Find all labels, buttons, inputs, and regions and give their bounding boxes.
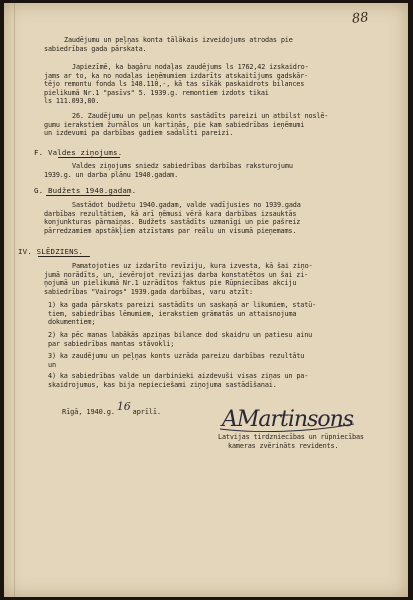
text-line: 4) ka sabiedrības valde un darbinieki aizdevuši visas ziņas un pa- [48, 372, 309, 380]
text-line: 1939.g. un darba plānu 1940.gadam. [44, 170, 179, 179]
signer-block [218, 433, 364, 450]
text-line: skaidrojumus, kas bija nepieciešami ziņojuma sastādīšanai. [48, 380, 277, 389]
text-line: Zaudējumu un peļņas konta tālākais izveidojums atrodas pie [64, 36, 293, 44]
document-page [4, 3, 408, 597]
list-item [48, 372, 308, 389]
list-item [48, 301, 316, 327]
text-line: konjunkturas pārmaiņas. Budžets sastādīts uzmanīgi un pie pašreiz [44, 218, 301, 227]
heading-underline [58, 157, 120, 158]
text-line: darbības rezultātiem, kā arī ņēmusi vērā kara darbības izsauktās [44, 209, 297, 218]
date-day-handwritten: 16 [116, 400, 131, 413]
date-month: aprīlī. [132, 408, 161, 416]
text-line: Latvijas tirdzniecības un rūpniecības [218, 433, 364, 441]
paragraph-1 [44, 36, 293, 53]
heading-underline [38, 256, 90, 257]
text-line: tiem, sabiedrības lēmumiem, ierakstiem grāmatās un attaisnojuma [48, 309, 297, 318]
text-line: un [48, 360, 56, 369]
section-g-heading: G. Budžets 1940.gadam. [34, 186, 137, 195]
date-line [62, 400, 161, 417]
text-line: jams ar to, ka no nodaļas ieņēmumiem izdarīts atskaitījums gadskār- [44, 71, 309, 80]
page-number: 88 [351, 10, 370, 27]
list-item [48, 352, 304, 369]
text-line: 1) ka gada pārskats pareizi sastādīts un saskaņā ar likumiem, statū- [48, 301, 317, 309]
paragraph-5 [44, 201, 301, 235]
paragraph-6 [44, 262, 312, 296]
text-line: Japiezīmē, ka bagāru nodaļas zaudējums ls 1762,42 izskaidro- [72, 63, 309, 71]
text-line: 26. Zaudējumu un peļņas konts sastādīts pareizi un atbilst noslē- [72, 112, 329, 120]
text-line: 2) ka pēc manas labākās apziņas bilance dod skaidru un patiesu ainu [48, 331, 313, 339]
text-line: sabiedrības gada pārskata. [44, 44, 147, 53]
text-line: ls 111.093,80. [44, 97, 100, 106]
paragraph-4 [44, 162, 293, 179]
list-item [48, 331, 312, 348]
text-line: Sastādot budžetu 1940.gadam, valde vadījusies no 1939.gada [72, 201, 301, 209]
section-iv-heading: IV. SLĒDZIENS. [18, 247, 84, 256]
text-line: sabiedrības "Vairogs" 1939.gada darbības, varu atzīt: [44, 287, 253, 296]
text-line: tējo remontu fonda ls 148.110,-, kā tas sīkāk paskaidrots bilances [44, 80, 305, 89]
text-line: pārredzamiem apstākļiem atzīstams par reālu un visumā pieņemams. [44, 226, 297, 235]
text-line: gumu ierakstiem žurnālos un kartiņās, pie kam sabiedrības ieņēmumi [44, 120, 305, 129]
section-f-heading: F. Valdes ziņojums. [34, 148, 123, 157]
text-line: Valdes ziņojums sniedz sabiedrības darbības raksturojumu [72, 162, 293, 170]
text-line: pielikumā Nr.1 "pasīvs" 5. 1939.g. remontiem izdots tikai [44, 88, 269, 97]
date-text: Rīgā, 1940.g. [62, 408, 115, 416]
handwritten-signature [214, 400, 364, 434]
text-line: jumā norādīts, un, ievērojot revīzijas darba konstatētos un šai zi- [44, 270, 309, 279]
text-line: par sabiedrības mantas stāvokli; [48, 339, 175, 348]
text-line: 3) ka zaudējumu un peļņas konts uzrāda pareizu darbības rezultātu [48, 352, 305, 360]
page-fold [14, 3, 15, 597]
text-line: un izdevumi pa darbības gadiem sadalīti pareizi. [44, 129, 234, 138]
paragraph-3 [44, 112, 328, 138]
text-line: Pamatojoties uz izdarīto revīziju, kura izvesta, kā šai ziņo- [72, 262, 313, 270]
text-line: ņojumā un pielikumā Nr.1 uzrādītos faktus pie Rūpniecības akciju [44, 279, 297, 288]
text-line: kameras zvērināts revidents. [228, 441, 339, 450]
paragraph-2 [44, 63, 309, 106]
heading-underline [46, 195, 130, 196]
text-line: dokumentiem; [48, 318, 96, 327]
signature-text: AMartinsons [222, 407, 354, 432]
